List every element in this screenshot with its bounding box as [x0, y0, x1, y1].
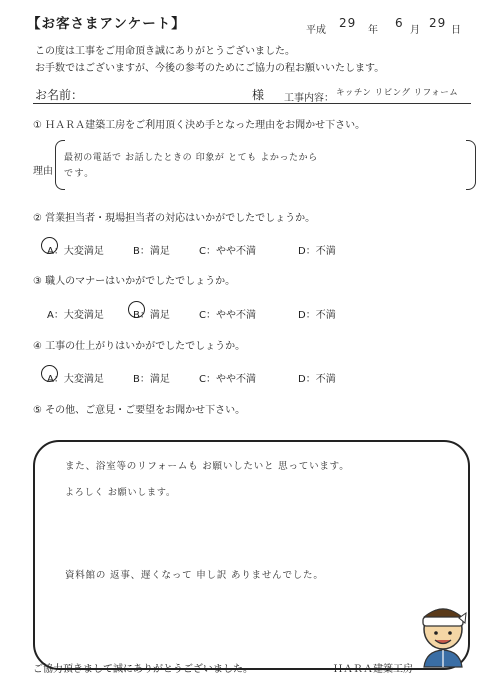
honorific: 様 [252, 88, 265, 102]
q3-option-d[interactable]: D：不満 [298, 310, 336, 321]
q2-option-d[interactable]: D：不満 [298, 246, 336, 257]
question-4: ④ 工事の仕上がりはいかがでしたでしょうか。 [33, 341, 246, 352]
opinion-line-3: 資料館の 返事、遅くなって 申し訳 ありませんでした。 [65, 570, 324, 581]
q2-option-c[interactable]: C：やや不満 [199, 246, 256, 257]
date-day-value: 29 [429, 16, 447, 30]
question-3: ③ 職人のマナーはいかがでしたでしょうか。 [33, 276, 236, 287]
q4-option-b[interactable]: B：満足 [133, 374, 170, 385]
page-title: 【お客さまアンケート】 [27, 16, 186, 32]
q3-option-a[interactable]: A：大変満足 [47, 310, 104, 321]
q2-option-a[interactable]: A：大変満足 [47, 246, 104, 257]
reason-bracket-right [466, 140, 476, 190]
q4-option-a[interactable]: A：大変満足 [47, 374, 104, 385]
date-era: 平成 [306, 25, 326, 36]
intro-line-1: この度は工事をご用命頂き誠にありがとうございました。 [35, 46, 295, 57]
date-day-unit: 日 [451, 25, 461, 36]
reason-label: 理由 [33, 166, 53, 177]
q2-selected-circle [41, 237, 58, 254]
footer-thanks: ご協力頂きまして誠にありがとうございました。 [33, 664, 253, 675]
name-underline [33, 103, 471, 104]
reason-answer-line-1: 最初の電話で お話したときの 印象が とても よかったから [64, 153, 318, 163]
work-value: キッチン リビング リフォーム [336, 88, 459, 98]
question-2: ② 営業担当者・現場担当者の対応はいかがでしたでしょうか。 [33, 213, 316, 224]
date-month-value: 6 [395, 16, 404, 30]
q4-selected-circle [41, 365, 58, 382]
opinion-line-2: よろしく お願いします。 [65, 488, 176, 498]
carpenter-mascot-icon [418, 603, 468, 669]
date-year-value: 29 [339, 16, 357, 30]
question-5: ⑤ その他、ご意見・ご要望をお聞かせ下さい。 [33, 405, 246, 416]
name-label: お名前： [35, 88, 84, 102]
q4-option-c[interactable]: C：やや不満 [199, 374, 256, 385]
work-label: 工事内容： [284, 93, 334, 104]
q3-option-c[interactable]: C：やや不満 [199, 310, 256, 321]
reason-answer-line-2: です。 [64, 169, 95, 179]
reason-bracket-left [55, 140, 65, 190]
question-1: ① ＨＡＲＡ建築工房をご利用頂く決め手となった理由をお聞かせ下さい。 [33, 120, 366, 131]
q3-selected-circle [128, 301, 145, 318]
opinion-box [33, 440, 470, 670]
q3-option-b[interactable]: B：満足 [133, 310, 170, 321]
q2-option-b[interactable]: B：満足 [133, 246, 170, 257]
date-month-unit: 月 [410, 25, 420, 36]
date-year-unit: 年 [368, 25, 378, 36]
q4-option-d[interactable]: D：不満 [298, 374, 336, 385]
company-name: ＨＡＲＡ建築工房 [333, 664, 413, 675]
opinion-line-1: また、浴室等のリフォームも お願いしたいと 思っています。 [65, 461, 350, 472]
intro-line-2: お手数ではございますが、今後の参考のためにご協力の程お願いいたします。 [35, 63, 385, 74]
